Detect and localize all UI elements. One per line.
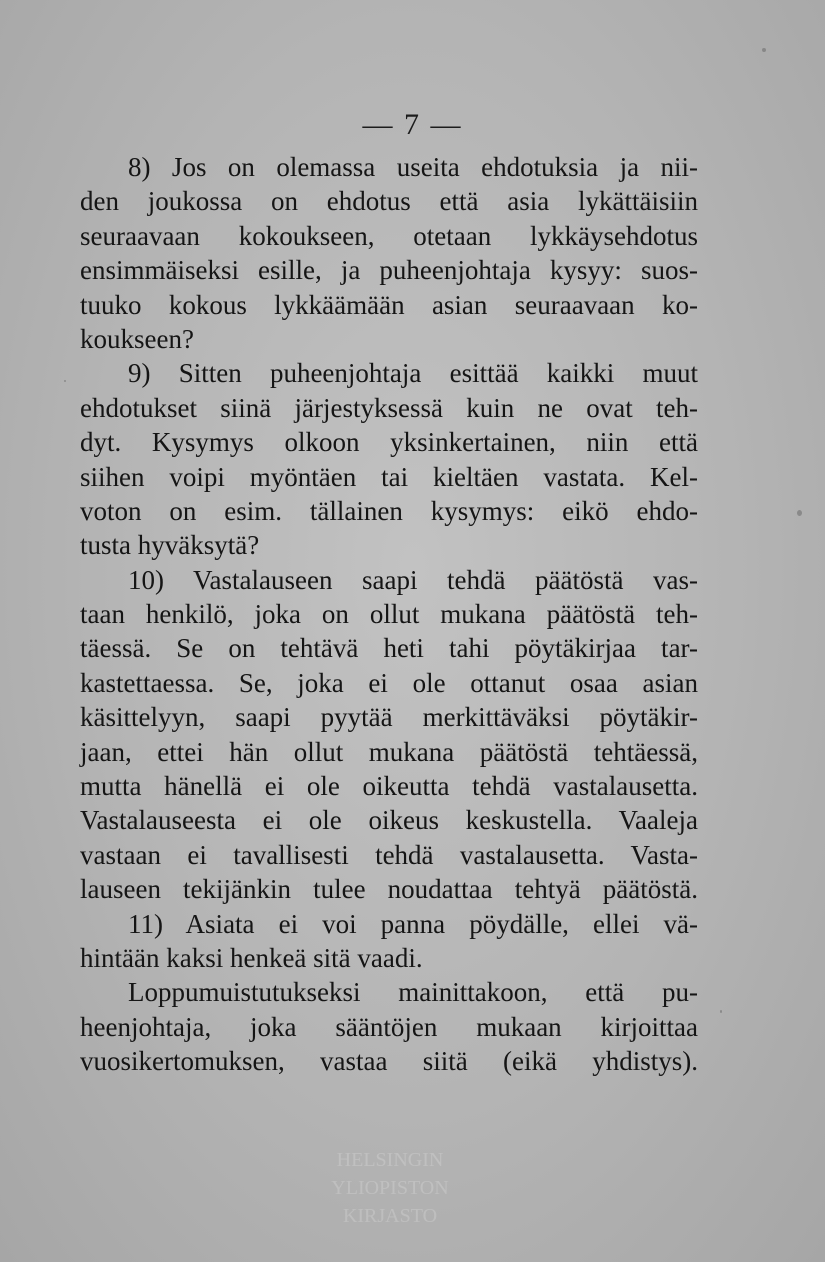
paragraph-item-11 [80, 907, 698, 976]
text-line: 9) Sitten puheenjohtaja esittää kaikki muut [128, 358, 698, 389]
text-line: Vastalauseesta ei ole oikeus keskustella. Vaaleja [80, 805, 698, 836]
text-line: den joukossa on ehdotus että asia lykättäisiin [80, 186, 698, 217]
paragraph-item-9 [80, 356, 698, 562]
text-line: siihen voipi myöntäen tai kieltäen vastata. Kel- [80, 461, 698, 492]
text-line: 11) Asiata ei voi panna pöydälle, ellei vä- [128, 908, 698, 939]
paper-speck [720, 1010, 722, 1013]
text-line: ensimmäiseksi esille, ja puheenjohtaja kysyy: suos- [80, 255, 698, 286]
text-line: seuraavaan kokoukseen, otetaan lykkäysehdotus [80, 220, 698, 251]
stamp-line: YLIOPISTON [331, 1177, 449, 1199]
paper-speck [64, 380, 66, 382]
text-line: vuosikertomuksen, vastaa siitä (eikä yhdistys). [80, 1046, 698, 1077]
text-line: mutta hänellä ei ole oikeutta tehdä vastalausetta. [80, 771, 698, 802]
text-line: heenjohtaja, joka sääntöjen mukaan kirjoittaa [80, 1011, 698, 1042]
paper-speck [797, 510, 802, 516]
stamp-line: HELSINGIN [336, 1149, 444, 1171]
page-number: — 7 — [362, 108, 463, 141]
text-line: käsittelyyn, saapi pyytää merkittäväksi pöytäkir- [80, 702, 698, 733]
text-line: taan henkilö, joka on ollut mukana päätöstä teh- [80, 599, 698, 630]
paragraph-closing [80, 975, 698, 1078]
paragraph-item-10 [80, 563, 698, 907]
paper-speck [762, 48, 766, 52]
text-line: tuuko kokous lykkäämään asian seuraavaan ko- [80, 289, 698, 320]
text-line: Loppumuistutukseksi mainittakoon, että pu- [128, 977, 698, 1008]
paragraph-item-8 [80, 150, 698, 356]
text-line: 8) Jos on olemassa useita ehdotuksia ja nii- [128, 152, 698, 182]
text-line: hintään kaksi henkeä sitä vaadi. [80, 942, 423, 973]
text-line: vastaan ei tavallisesti tehdä vastalausetta. Vasta- [80, 839, 698, 870]
text-line: jaan, ettei hän ollut mukana päätöstä tehtäessä, [80, 736, 698, 767]
text-line: tusta hyväksytä? [80, 530, 260, 561]
text-line: ehdotukset siinä järjestyksessä kuin ne ovat teh- [80, 392, 698, 423]
text-line: dyt. Kysymys olkoon yksinkertainen, niin että [80, 427, 698, 458]
stamp-line: KIRJASTO [342, 1205, 438, 1227]
library-stamp [300, 1138, 480, 1238]
text-line: 10) Vastalauseen saapi tehdä päätöstä vas- [128, 564, 698, 595]
text-line: lauseen tekijänkin tulee noudattaa tehtyä päätöstä. [80, 874, 698, 905]
text-line: kastettaessa. Se, joka ei ole ottanut osaa asian [80, 667, 698, 698]
body-text [80, 150, 698, 1079]
text-line: täessä. Se on tehtävä heti tahi pöytäkirjaa tar- [80, 633, 698, 664]
text-line: voton on esim. tällainen kysymys: eikö ehdo- [80, 495, 698, 526]
text-line: koukseen? [80, 323, 194, 354]
